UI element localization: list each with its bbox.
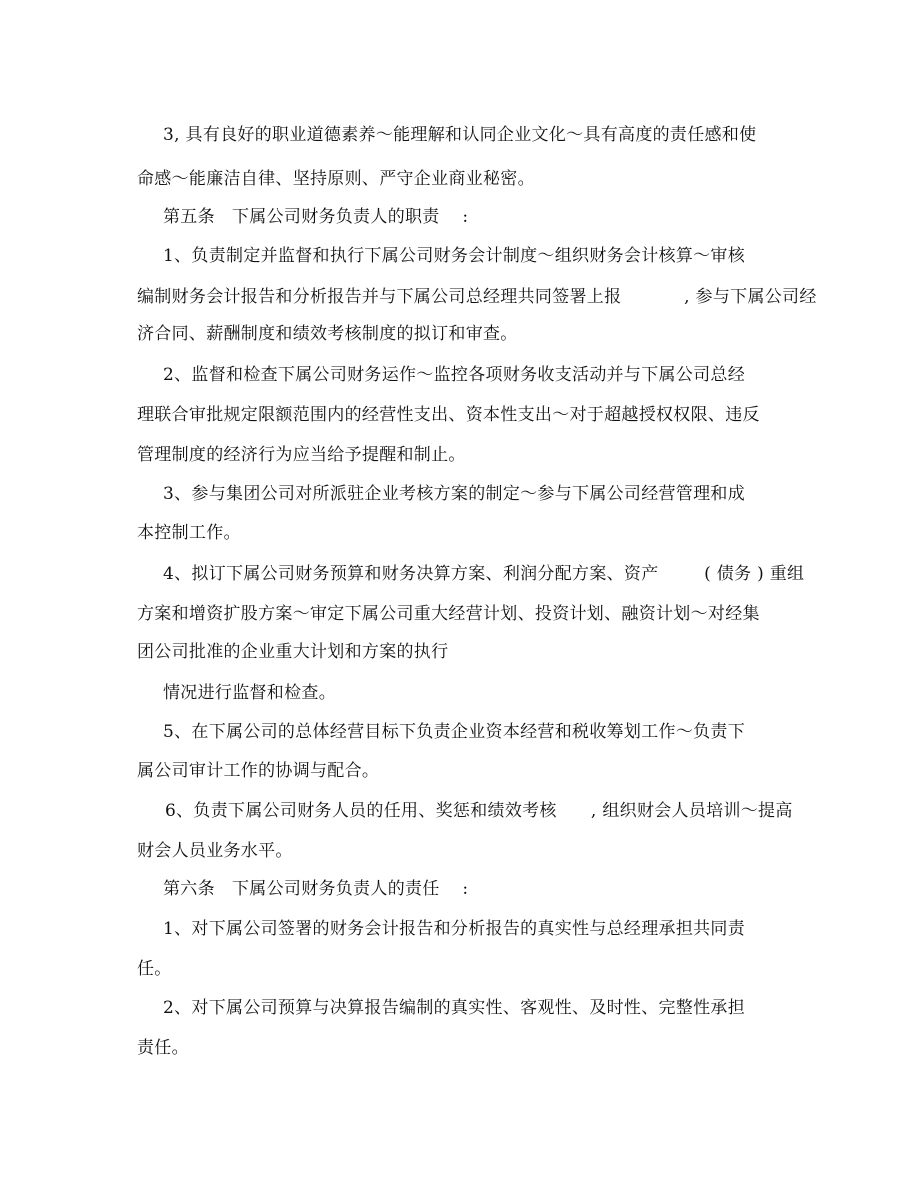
text-line: 1、负责制定并监督和执行下属公司财务会计制度～组织财务会计核算～审核 [163, 246, 746, 266]
text-line: 情况进行监督和检查。 [163, 683, 336, 703]
text-line: 属公司审计工作的协调与配合。 [137, 761, 380, 781]
text-line: 3, 具有良好的职业道德素养～能理解和认同企业文化～具有高度的责任感和使 [163, 125, 757, 145]
text-line: 命感～能廉洁自律、坚持原则、严守企业商业秘密。 [137, 169, 535, 189]
text-line: 2、对下属公司预算与决算报告编制的真实性、客观性、及时性、完整性承担 [163, 998, 746, 1018]
text-line: 3、参与集团公司对所派驻企业考核方案的制定～参与下属公司经营管理和成 [163, 484, 746, 504]
text-line: 2、监督和检查下属公司财务运作～监控各项财务收支活动并与下属公司总经 [163, 365, 746, 385]
text-line: 责任。 [137, 1038, 189, 1058]
text-line: 方案和增资扩股方案～审定下属公司重大经营计划、投资计划、融资计划～对经集 [137, 604, 760, 624]
text-line: 6、负责下属公司财务人员的任用、奖惩和绩效考核 , 组织财会人员培训～提高 [165, 801, 793, 821]
text-line: 4、拟订下属公司财务预算和财务决算方案、利润分配方案、资产 ( 债务 ) 重组 [163, 564, 805, 584]
text-line: 任。 [137, 959, 172, 979]
text-line: 团公司批准的企业重大计划和方案的执行 [137, 642, 449, 662]
text-line: 5、在下属公司的总体经营目标下负责企业资本经营和税收筹划工作～负责下 [163, 722, 746, 742]
section-heading: 第五条 下属公司财务负责人的职责 : [163, 207, 469, 227]
text-line: 财会人员业务水平。 [137, 841, 293, 861]
text-line: 管理制度的经济行为应当给予提醒和制止。 [137, 445, 466, 465]
text-line: 本控制工作。 [137, 523, 241, 543]
text-line: 济合同、薪酬制度和绩效考核制度的拟订和审查。 [137, 324, 518, 344]
text-line: 编制财务会计报告和分析报告并与下属公司总经理共同签署上报 , 参与下属公司经 [137, 287, 817, 307]
text-line: 理联合审批规定限额范围内的经营性支出、资本性支出～对于超越授权权限、违反 [137, 405, 760, 425]
text-line: 1、对下属公司签署的财务会计报告和分析报告的真实性与总经理承担共同责 [163, 919, 746, 939]
section-heading: 第六条 下属公司财务负责人的责任 : [163, 879, 469, 899]
